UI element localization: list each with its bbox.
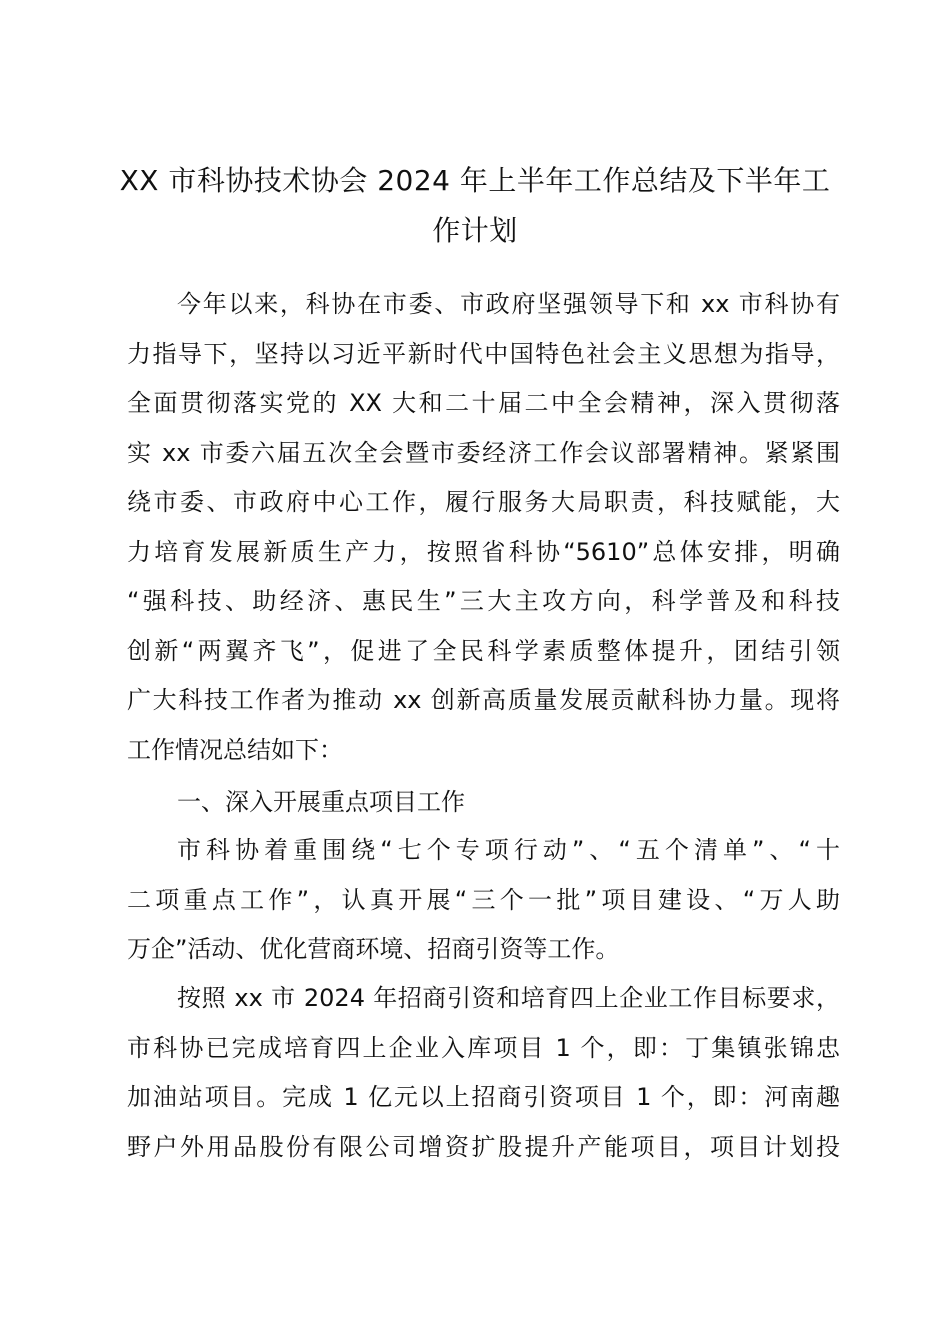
intro-paragraph bbox=[127, 280, 840, 775]
section-paragraph bbox=[127, 826, 840, 975]
paragraph-line: 全面贯彻落实党的 XX 大和二十届二中全会精神，深入贯彻落 bbox=[127, 389, 840, 417]
paragraph-line: 二项重点工作”，认真开展“三个一批”项目建设、“万人助 bbox=[127, 885, 840, 914]
paragraph-line: 加油站项目。完成 1 亿元以上招商引资项目 1 个，即：河南趣 bbox=[127, 1083, 840, 1111]
paragraph-line: 广大科技工作者为推动 xx 创新高质量发展贡献科协力量。现将 bbox=[127, 686, 840, 714]
title-line: 作计划 bbox=[432, 214, 518, 247]
paragraph-line: 绕市委、市政府中心工作，履行服务大局职责，科技赋能，大 bbox=[127, 488, 840, 516]
heading-line: 一、深入开展重点项目工作 bbox=[177, 788, 465, 816]
paragraph-line: “强科技、助经济、惠民生”三大主攻方向，科学普及和科技 bbox=[127, 587, 840, 615]
paragraph-line: 市科协着重围绕“七个专项行动”、“五个清单”、“十 bbox=[177, 836, 840, 864]
section-paragraph bbox=[127, 974, 840, 1172]
paragraph-line: 力培育发展新质生产力，按照省科协“5610”总体安排，明确 bbox=[127, 537, 840, 566]
title-line: XX 市科协技术协会 2024 年上半年工作总结及下半年工 bbox=[119, 164, 831, 197]
paragraph-line: 实 xx 市委六届五次全会暨市委经济工作会议部署精神。紧紧围 bbox=[127, 438, 840, 467]
paragraph-line: 野户外用品股份有限公司增资扩股提升产能项目，项目计划投 bbox=[127, 1132, 840, 1161]
paragraph-line: 万企”活动、优化营商环境、招商引资等工作。 bbox=[127, 935, 620, 963]
paragraph-line: 创新“两翼齐飞”，促进了全民科学素质整体提升，团结引领 bbox=[127, 636, 840, 665]
document-title bbox=[100, 156, 850, 256]
paragraph-line: 市科协已完成培育四上企业入库项目 1 个，即：丁集镇张锦忠 bbox=[127, 1033, 840, 1062]
paragraph-line: 今年以来，科协在市委、市政府坚强领导下和 xx 市科协有 bbox=[177, 290, 840, 318]
paragraph-line: 力指导下，坚持以习近平新时代中国特色社会主义思想为指导， bbox=[127, 339, 840, 368]
paragraph-line: 工作情况总结如下： bbox=[127, 735, 343, 764]
paragraph-line: 按照 xx 市 2024 年招商引资和培育四上企业工作目标要求， bbox=[177, 984, 840, 1012]
section-heading bbox=[127, 778, 840, 828]
